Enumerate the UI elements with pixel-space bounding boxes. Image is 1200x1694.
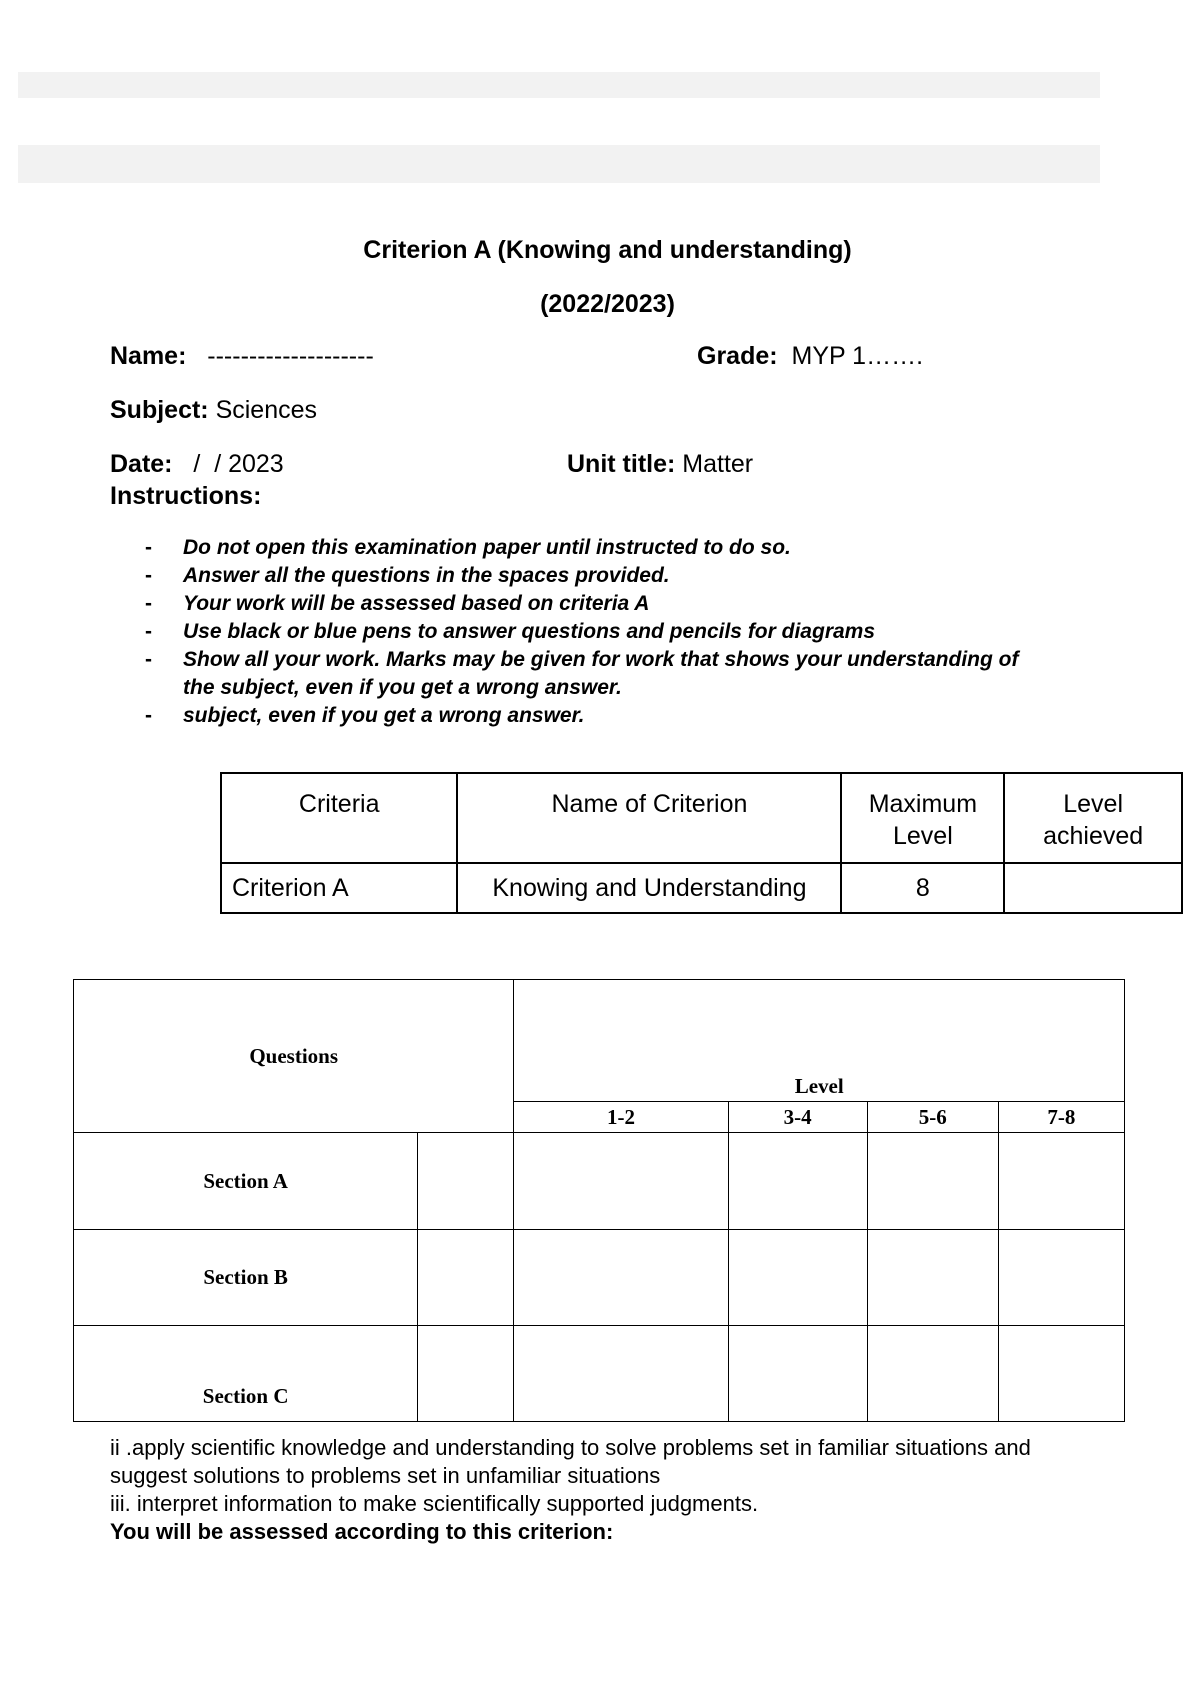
grade-value: MYP 1……. [791,342,924,370]
header-name-of-criterion: Name of Criterion [457,773,841,863]
range-7-8: 7-8 [998,1102,1124,1133]
criteria-table [220,772,1183,914]
section-a-label: Section A [74,1133,418,1230]
unit-field [567,450,753,479]
range-1-2: 1-2 [514,1102,728,1133]
grade-field [697,342,923,371]
level-table [73,979,1125,1422]
date-value: / / 2023 [193,450,284,478]
cell-criterion: Criterion A [221,863,457,913]
section-c-label: Section C [74,1326,418,1422]
unit-label: Unit title: [567,450,676,478]
section-a-score[interactable] [418,1133,514,1230]
section-a-level-7-8[interactable] [998,1133,1124,1230]
level-header-row [74,980,1125,1102]
instructions-heading: Instructions: [110,482,262,510]
name-field [110,342,374,371]
date-field [110,450,284,479]
instruction-item: - Answer all the questions in the spaces provided. [145,564,670,587]
objective-iii: iii. interpret information to make scientifically supported judgments. [110,1491,759,1516]
section-a-level-3-4[interactable] [728,1133,867,1230]
cell-level-achieved[interactable] [1004,863,1182,913]
range-5-6: 5-6 [867,1102,998,1133]
school-year: (2022/2023) [540,290,675,318]
date-label: Date: [110,450,173,478]
subject-field [110,396,317,425]
section-c-score[interactable] [418,1326,514,1422]
subject-label: Subject: [110,396,209,424]
cell-maximum-level: 8 [841,863,1004,913]
assessment-objectives [110,1434,1110,1546]
cell-criterion-name: Knowing and Understanding [457,863,841,913]
header-criteria: Criteria [221,773,457,863]
grade-label: Grade: [697,342,778,370]
header-level-achieved: Level achieved [1004,773,1182,863]
section-a-level-1-2[interactable] [514,1133,728,1230]
range-3-4: 3-4 [728,1102,867,1133]
instruction-item: - Your work will be assessed based on criteria A [145,592,650,615]
section-row [74,1326,1125,1422]
criteria-header-row [221,773,1182,863]
questions-header: Questions [74,980,514,1133]
section-row [74,1230,1125,1326]
section-c-level-5-6[interactable] [867,1326,998,1422]
objective-ii: ii .apply scientific knowledge and understanding to solve problems set in familiar situations and suggest solutions to problems set in unfamiliar situations [110,1435,1031,1488]
section-b-label: Section B [74,1230,418,1326]
section-b-level-1-2[interactable] [514,1230,728,1326]
header-band-1 [18,72,1100,98]
name-label: Name: [110,342,187,370]
section-b-level-5-6[interactable] [867,1230,998,1326]
unit-value: Matter [682,450,754,478]
level-header: Level [514,980,1125,1102]
section-c-level-3-4[interactable] [728,1326,867,1422]
instruction-item: - Do not open this examination paper until instructed to do so. [145,536,791,559]
instructions-list [145,534,1045,730]
section-b-level-3-4[interactable] [728,1230,867,1326]
page-title: Criterion A (Knowing and understanding) [363,236,852,264]
instruction-item: - subject, even if you get a wrong answer. [145,704,585,727]
section-c-level-7-8[interactable] [998,1326,1124,1422]
section-b-score[interactable] [418,1230,514,1326]
header-maximum-level: Maximum Level [841,773,1004,863]
section-a-level-5-6[interactable] [867,1133,998,1230]
criteria-row [221,863,1182,913]
instruction-item: - Show all your work. Marks may be given for work that shows your understanding of the subject, even if you get a wrong answer. [145,648,1019,699]
header-band-2 [18,145,1100,183]
assessment-note: You will be assessed according to this criterion: [110,1519,614,1544]
section-row [74,1133,1125,1230]
subject-value: Sciences [215,396,318,424]
instruction-item: - Use black or blue pens to answer questions and pencils for diagrams [145,620,876,643]
section-c-level-1-2[interactable] [514,1326,728,1422]
section-b-level-7-8[interactable] [998,1230,1124,1326]
name-value: -------------------- [207,342,374,370]
